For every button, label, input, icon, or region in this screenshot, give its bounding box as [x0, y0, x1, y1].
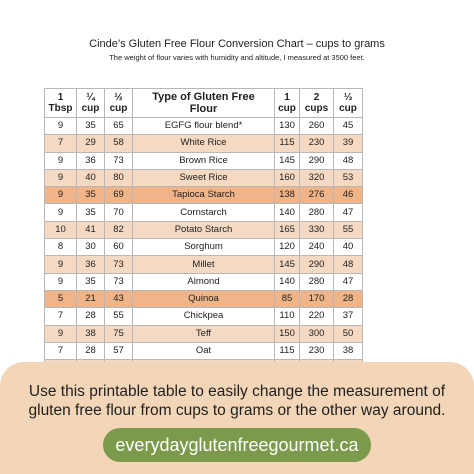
table-cell: 120 [275, 239, 300, 256]
table-cell: 43 [105, 290, 133, 307]
table-cell: 230 [300, 135, 334, 152]
table-cell: 115 [275, 342, 300, 359]
table-cell: 35 [77, 118, 105, 135]
header-third-cup: ⅓ cup [334, 89, 363, 118]
table-cell: Sorghum [133, 239, 275, 256]
table-cell: 73 [105, 152, 133, 169]
table-row [45, 239, 363, 256]
table-cell: 37 [334, 308, 363, 325]
chart-subtitle: The weight of flour varies with humidity and altitude, I measured at 3500 feet. [109, 53, 365, 62]
table-row [45, 290, 363, 307]
table-cell: 73 [105, 256, 133, 273]
table-cell: White Rice [133, 135, 275, 152]
table-row [45, 204, 363, 221]
table-cell: Potato Starch [133, 221, 275, 238]
table-cell: 9 [45, 118, 77, 135]
table-cell: 300 [300, 325, 334, 342]
table-cell: 41 [77, 221, 105, 238]
table-cell: 55 [105, 308, 133, 325]
table-cell: 7 [45, 135, 77, 152]
table-cell: 82 [105, 221, 133, 238]
header-half-cup: ½ cup [105, 89, 133, 118]
table-cell: 36 [77, 256, 105, 273]
table-cell: 21 [77, 290, 105, 307]
table-cell: 38 [77, 325, 105, 342]
table-cell: 45 [334, 118, 363, 135]
table-cell: 40 [77, 169, 105, 186]
table-row [45, 169, 363, 186]
table-cell: 40 [334, 239, 363, 256]
table-cell: Cornstarch [133, 204, 275, 221]
table-cell: 48 [334, 256, 363, 273]
table-cell: 80 [105, 169, 133, 186]
table-cell: 290 [300, 256, 334, 273]
header-flour-type: Type of Gluten Free Flour [133, 89, 275, 118]
header-tbsp: 1 Tbsp [45, 89, 77, 118]
table-cell: 110 [275, 308, 300, 325]
table-cell: 280 [300, 204, 334, 221]
website-link[interactable]: everydayglutenfreegourmet.ca [103, 428, 371, 462]
table-cell: 140 [275, 273, 300, 290]
table-cell: 39 [334, 135, 363, 152]
table-row [45, 187, 363, 204]
table-cell: Brown Rice [133, 152, 275, 169]
table-cell: Tapioca Starch [133, 187, 275, 204]
table-cell: 57 [105, 342, 133, 359]
table-row [45, 256, 363, 273]
table-cell: 115 [275, 135, 300, 152]
table-cell: 290 [300, 152, 334, 169]
table-cell: 320 [300, 169, 334, 186]
table-cell: 58 [105, 135, 133, 152]
table-cell: 230 [300, 342, 334, 359]
banner-line-2: gluten free flour from cups to grams or the other way around. [28, 402, 446, 419]
table-cell: 36 [77, 152, 105, 169]
table-cell: 28 [77, 308, 105, 325]
table-cell: 160 [275, 169, 300, 186]
table-row [45, 342, 363, 359]
table-cell: 65 [105, 118, 133, 135]
table-cell: 48 [334, 152, 363, 169]
table-cell: 9 [45, 256, 77, 273]
table-cell: 9 [45, 152, 77, 169]
table-cell: 85 [275, 290, 300, 307]
table-row [45, 221, 363, 238]
table-cell: 47 [334, 204, 363, 221]
banner-text [0, 382, 474, 420]
table-cell: 8 [45, 239, 77, 256]
info-banner [0, 362, 474, 474]
table-cell: Sweet Rice [133, 169, 275, 186]
table-cell: 9 [45, 325, 77, 342]
table-cell: 138 [275, 187, 300, 204]
table-cell: 330 [300, 221, 334, 238]
table-cell: 280 [300, 273, 334, 290]
table-cell: Quinoa [133, 290, 275, 307]
table-cell: Oat [133, 342, 275, 359]
table-body [45, 118, 363, 395]
table-cell: 28 [334, 290, 363, 307]
table-cell: Chickpea [133, 308, 275, 325]
table-cell: 140 [275, 204, 300, 221]
table-cell: 165 [275, 221, 300, 238]
table-cell: 7 [45, 342, 77, 359]
table-cell: 150 [275, 325, 300, 342]
table-cell: 47 [334, 273, 363, 290]
table-cell: 240 [300, 239, 334, 256]
table-cell: 145 [275, 152, 300, 169]
table-cell: 260 [300, 118, 334, 135]
table-cell: 130 [275, 118, 300, 135]
table-cell: 50 [334, 325, 363, 342]
table-cell: 9 [45, 273, 77, 290]
table-row [45, 135, 363, 152]
table-cell: 75 [105, 325, 133, 342]
table-cell: 46 [334, 187, 363, 204]
table-cell: 55 [334, 221, 363, 238]
table-row [45, 308, 363, 325]
table-cell: 35 [77, 187, 105, 204]
table-row [45, 325, 363, 342]
table-cell: 69 [105, 187, 133, 204]
table-cell: 73 [105, 273, 133, 290]
table-cell: Teff [133, 325, 275, 342]
chart-title: Cinde’s Gluten Free Flour Conversion Chart – cups to grams [89, 38, 385, 50]
banner-line-1: Use this printable table to easily change the measurement of [28, 383, 446, 400]
conversion-table [44, 88, 363, 395]
table-cell: 38 [334, 342, 363, 359]
table-cell: 170 [300, 290, 334, 307]
table-cell: 7 [45, 308, 77, 325]
table-cell: 276 [300, 187, 334, 204]
table-cell: 10 [45, 221, 77, 238]
table-cell: 220 [300, 308, 334, 325]
header-quarter-cup: ¼ cup [77, 89, 105, 118]
table-cell: 53 [334, 169, 363, 186]
header-one-cup: 1 cup [275, 89, 300, 118]
table-cell: EGFG flour blend* [133, 118, 275, 135]
table-cell: 70 [105, 204, 133, 221]
table-cell: 9 [45, 187, 77, 204]
table-row [45, 152, 363, 169]
table-row [45, 118, 363, 135]
table-cell: 35 [77, 204, 105, 221]
table-row [45, 273, 363, 290]
table-header-row [45, 89, 363, 118]
table-cell: 60 [105, 239, 133, 256]
table-cell: Millet [133, 256, 275, 273]
table-cell: 35 [77, 273, 105, 290]
header-two-cups: 2 cups [300, 89, 334, 118]
table-cell: 30 [77, 239, 105, 256]
table-cell: 5 [45, 290, 77, 307]
table-cell: 9 [45, 204, 77, 221]
table-cell: 29 [77, 135, 105, 152]
table-cell: 9 [45, 169, 77, 186]
table-cell: Almond [133, 273, 275, 290]
table-cell: 145 [275, 256, 300, 273]
table-cell: 28 [77, 342, 105, 359]
